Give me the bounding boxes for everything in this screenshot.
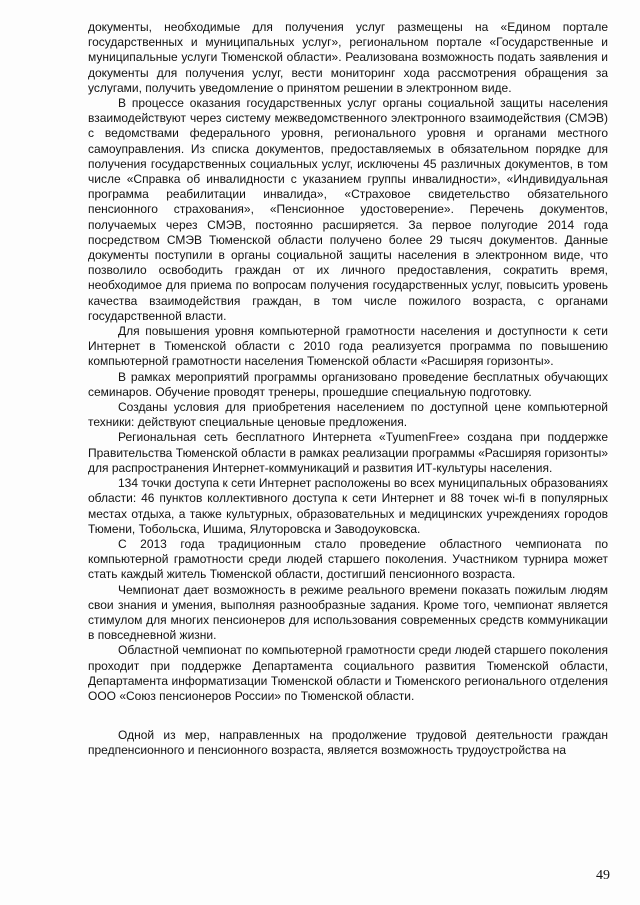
paragraph-computer-literacy-program: Для повышения уровня компьютерной грамотности населения и доступности к сети Интернет в Тюменской области с 2010 года реализуется программа по повышению компьютерной грамотности населения Тюменской области «Расширяя горизонты». [88,324,608,369]
paragraph-championship-benefits: Чемпионат дает возможность в режиме реального времени показать пожилым людям свои знания и умения, выполняя разнообразные задания. Кроме того, чемпионат является стимулом для многих пенсионеров для использования современных средств коммуникации в повседневной жизни. [88,582,608,643]
paragraph-employment: Одной из мер, направленных на продолжение трудовой деятельности граждан предпенсионного и пенсионного возраста, является возможность трудоустройства на [88,728,608,758]
paragraph-tyumenfree: Региональная сеть бесплатного Интернета «TyumenFree» создана при поддержке Правительства Тюменской области в рамках реализации программы «Расширяя горизонты» для распространения Интернет-коммуникаций и развития ИТ-культуры населения. [88,430,608,475]
paragraph-access-points: 134 точки доступа к сети Интернет расположены во всех муниципальных образованиях области: 46 пунктов коллективного доступа к сети Интернет и 88 точек wi-fi в популярных местах отдыха, а также культурных, образовательных и медицинских учреждениях городов Тюмени, Тобольска, Ишима, Ялуторовска и Заводоуковска. [88,476,608,536]
document-body [88,20,608,759]
paragraph-hardware-offers: Созданы условия для приобретения населением по доступной цене компьютерной техники: действуют специальные ценовые предложения. [88,400,608,430]
paragraph-smev: В процессе оказания государственных услуг органы социальной защиты населения взаимодействуют через систему межведомственного электронного взаимодействия (СМЭВ) с ведомствами федерального уровня, регионального уровня и органами местного самоуправления. Из списка документов, предоставляемых в обязательном порядке для получения государственных социальных услуг, исключены 45 различных документов, в том числе «Справка об инвалидности с указанием группы инвалидности», «Индивидуальная программа реабилитации инвалида», «Страховое свидетельство обязательного пенсионного страхования», «Пенсионное удостоверение». Перечень документов, получаемых через СМЭВ, постоянно расширяется. За первое полугодие 2014 года посредством СМЭВ Тюменской области получено более 29 тысяч документов. Данные документы поступили в органы социальной защиты населения в электронном виде, что позволило освободить граждан от их личного предоставления, сократить время, необходимое для приема по вопросам получения государственных услуг, повысить уровень качества взаимодействия граждан, в том числе пожилого возраста, с органами государственной власти. [88,96,608,323]
paragraph-free-seminars: В рамках мероприятий программы организовано проведение бесплатных обучающих семинаров. Обучение проводят тренеры, прошедшие специальную подготовку. [88,369,608,399]
paragraph-championship-intro: С 2013 года традиционным стало проведение областного чемпионата по компьютерной грамотности среди людей старшего поколения. Участником турнира может стать каждый житель Тюменской области, достигший пенсионного возраста. [88,536,608,582]
paragraph-portals: документы, необходимые для получения услуг размещены на «Едином портале государственных и муниципальных услуг», региональном портале «Государственные и муниципальные услуги Тюменской области». Реализована возможность подать заявления и документы для получения услуг, вести мониторинг хода рассмотрения обращения за услугами, получить уведомление о принятом решении в электронном виде. [88,20,608,95]
page-number: 49 [596,868,610,883]
paragraph-championship-support: Областной чемпионат по компьютерной грамотности среди людей старшего поколения проходит при поддержке Департамента социального развития Тюменской области, Департамента информатизации Тюменской области и Тюменского регионального отделения ООО «Союз пенсионеров России» по Тюменской области. [88,643,608,703]
